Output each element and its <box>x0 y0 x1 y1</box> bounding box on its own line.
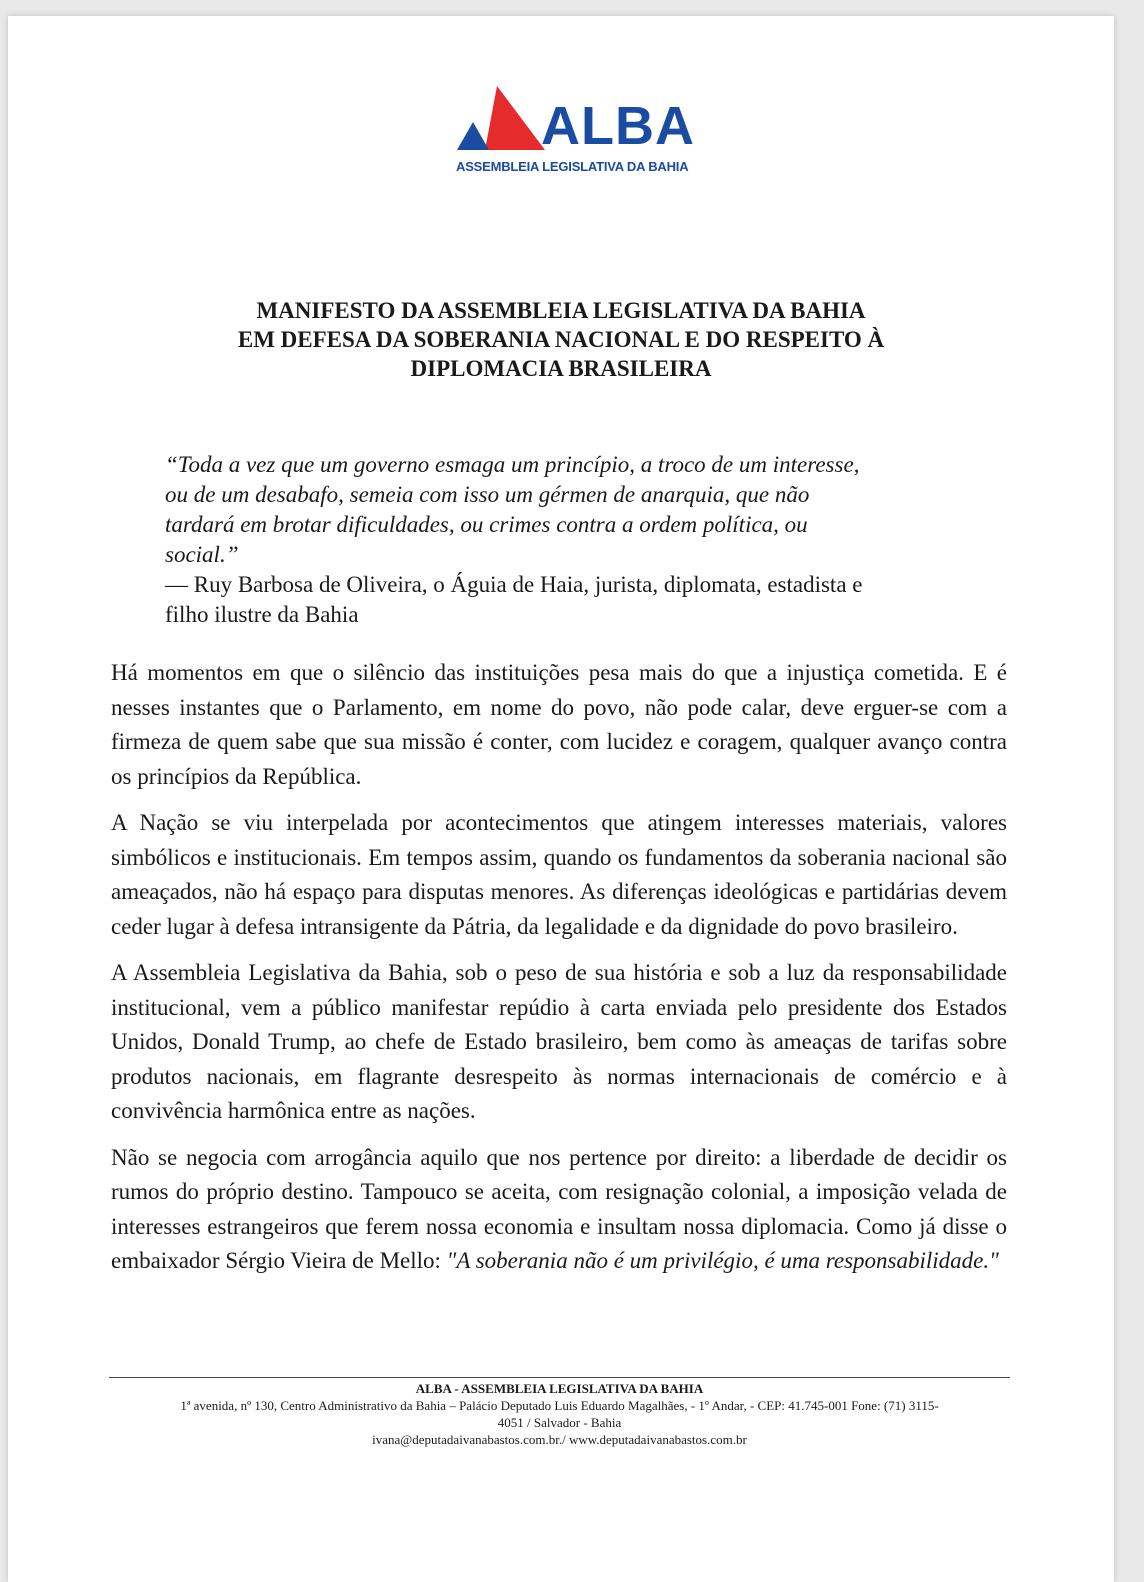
attribution-line: — Ruy Barbosa de Oliveira, o Águia de Haia, jurista, diplomata, estadista e <box>165 572 863 597</box>
paragraph-4-text: Não se negocia com arrogância aquilo que nos pertence por direito: a liberdade de decidir os rumos do próprio destino. Tampouco se aceita, com resignação colonial, a imposição velada de interesses estrangeiros que ferem nossa economia e insultam nossa diplomacia. Como já disse o embaixador Sérgio Vieira de Mello: <box>111 1144 1007 1273</box>
alba-triangle-icon <box>455 86 545 156</box>
footer-address-line-1: 1ª avenida, nº 130, Centro Administrativo da Bahia – Palácio Deputado Luis Eduardo Magalhães, - 1º Andar, - CEP: 41.745-001 Fone: (71) 3115- <box>180 1398 939 1413</box>
title-line-1: MANIFESTO DA ASSEMBLEIA LEGISLATIVA DA BAHIA <box>256 298 866 323</box>
epigraph <box>165 450 975 630</box>
quote-line: tardará em brotar dificuldades, ou crimes contra a ordem política, ou <box>165 512 808 537</box>
footer <box>109 1380 1010 1448</box>
epigraph-attribution <box>165 570 975 630</box>
logo-wordmark: ALBA <box>541 96 695 156</box>
attribution-line: filho ilustre da Bahia <box>165 602 359 627</box>
quote-line: social.” <box>165 542 239 567</box>
quote-line: “Toda a vez que um governo esmaga um princípio, a troco de um interesse, <box>165 452 860 477</box>
quote-line: ou de um desabafo, semeia com isso um gérmen de anarquia, que não <box>165 482 810 507</box>
paragraph-4 <box>111 1141 1007 1279</box>
paragraph-1: Há momentos em que o silêncio das instituições pesa mais do que a injustiça cometida. E é nesses instantes que o Parlamento, em nome do povo, não pode calar, deve erguer-se com a firmeza de quem sabe que sua missão é conter, com lucidez e coragem, qualquer avanço contra os princípios da República. <box>111 660 1007 789</box>
footer-address-line-2: 4051 / Salvador - Bahia <box>497 1415 622 1430</box>
epigraph-quote <box>165 450 975 570</box>
logo-subtitle: ASSEMBLEIA LEGISLATIVA DA BAHIA <box>456 159 689 174</box>
footer-contact: ivana@deputadaivanabastos.com.br./ www.deputadaivanabastos.com.br <box>372 1432 747 1447</box>
paragraph-2: A Nação se viu interpelada por acontecimentos que atingem interesses materiais, valores simbólicos e institucionais. Em tempos assim, quando os fundamentos da soberania nacional são ameaçados, não há espaço para disputas menores. As diferenças ideológicas e partidárias devem ceder lugar à defesa intransigente da Pátria, da legalidade e da dignidade do povo brasileiro. <box>111 810 1007 939</box>
paragraph-3: A Assembleia Legislativa da Bahia, sob o peso de sua história e sob a luz da responsabilidade institucional, vem a público manifestar repúdio à carta enviada pelo presidente dos Estados Unidos, Donald Trump, ao chefe de Estado brasileiro, bem como às ameaças de tarifas sobre produtos nacionais, em flagrante desrespeito às normas internacionais de comércio e à convivência harmônica entre as nações. <box>111 960 1007 1123</box>
title-line-2: EM DEFESA DA SOBERANIA NACIONAL E DO RESPEITO À <box>237 327 885 352</box>
document-page <box>8 16 1114 1582</box>
manifesto-body <box>111 656 1007 1291</box>
document-title <box>8 296 1114 383</box>
footer-divider <box>109 1377 1010 1378</box>
footer-org: ALBA - ASSEMBLEIA LEGISLATIVA DA BAHIA <box>415 1381 704 1396</box>
alba-logo <box>455 86 695 196</box>
vieira-de-mello-quote: "A soberania não é um privilégio, é uma responsabilidade." <box>446 1248 999 1273</box>
title-line-3: DIPLOMACIA BRASILEIRA <box>410 356 712 381</box>
